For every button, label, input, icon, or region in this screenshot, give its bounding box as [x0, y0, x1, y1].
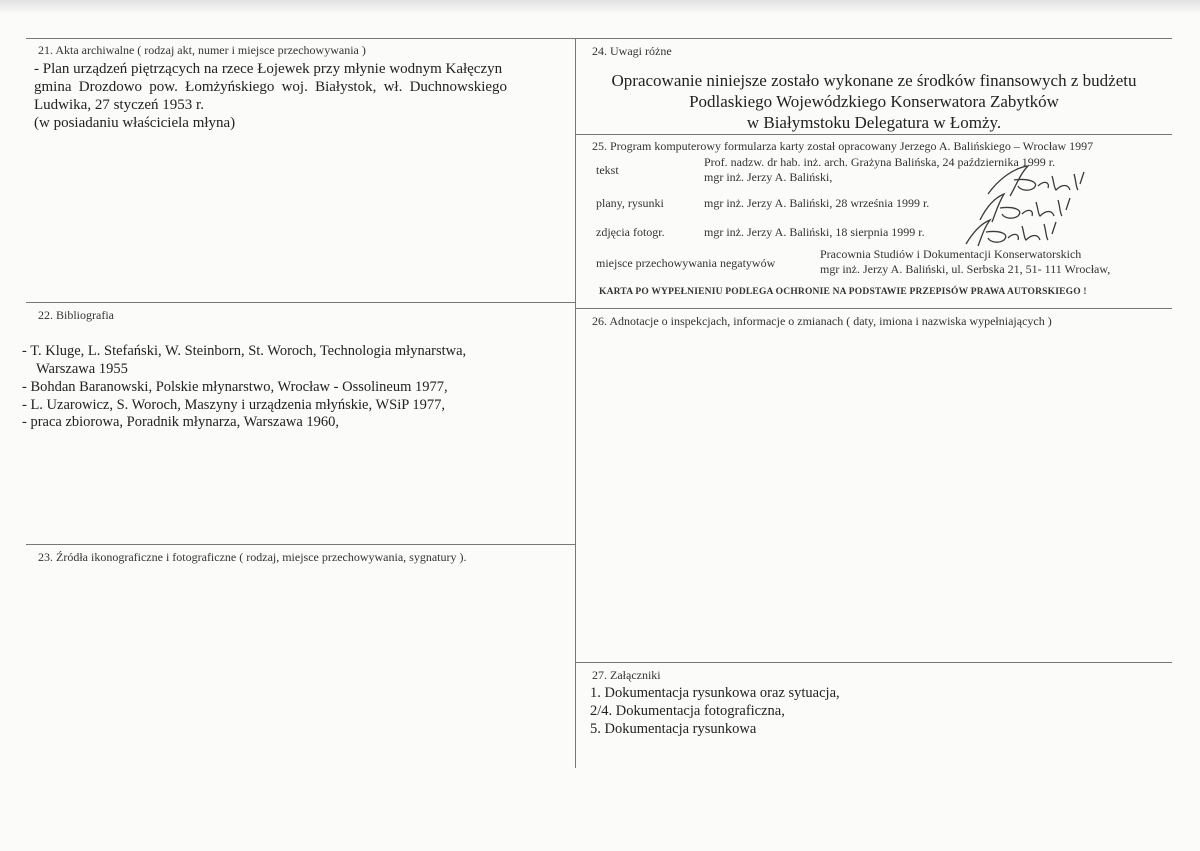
zdjecia-label: zdjęcia fotogr. — [596, 225, 665, 239]
bibliography-item-2: - Bohdan Baranowski, Polskie młynarstwo, Wrocław - Ossolineum 1977, — [22, 379, 448, 395]
section-25-label: 25. Program komputerowy formularza karty został opracowany Jerzego A. Balińskiego – Wrocław 1997 — [592, 139, 1094, 153]
frame-top-rule — [26, 38, 1172, 39]
bibliography-item-1: - T. Kluge, L. Stefański, W. Steinborn, St. Woroch, Technologia młynarstwa, — [22, 343, 467, 359]
plany-value: mgr inż. Jerzy A. Baliński, 28 września 1999 r. — [704, 196, 930, 210]
miejsce-label: miejsce przechowywania negatywów — [596, 256, 776, 270]
rule-25-26 — [575, 308, 1172, 309]
rule-21-22 — [26, 302, 575, 303]
tekst-label: tekst — [596, 163, 619, 177]
bibliography-item-1-cont: Warszawa 1955 — [36, 361, 128, 377]
attachment-item-3: 5. Dokumentacja rysunkowa — [590, 721, 757, 737]
section-21-line-1: - Plan urządzeń piętrzących na rzece Łojewek przy młynie wodnym Kałęczyn — [34, 61, 503, 77]
rule-24-25 — [575, 134, 1172, 135]
section-24-label: 24. Uwagi różne — [592, 44, 672, 58]
miejsce-value-1: Pracownia Studiów i Dokumentacji Konserwatorskich — [820, 247, 1082, 261]
column-divider — [575, 38, 576, 768]
section-21-label: 21. Akta archiwalne ( rodzaj akt, numer i miejsce przechowywania ) — [38, 43, 366, 57]
section-21-line-2: gmina Drozdowo pow. Łomżyńskiego woj. Białystok, wł. Duchnowskiego — [34, 79, 508, 95]
remarks-line-3: w Białymstoku Delegatura w Łomży. — [746, 113, 1002, 132]
remarks-line-1: Opracowanie niniejsze zostało wykonane ze środków finansowych z budżetu — [611, 71, 1137, 90]
plany-label: plany, rysunki — [596, 196, 664, 210]
section-21-line-3: Ludwika, 27 styczeń 1953 r. — [34, 97, 204, 113]
section-22-label: 22. Bibliografia — [38, 308, 114, 322]
remarks-line-2: Podlaskiego Wojewódzkiego Konserwatora Zabytków — [689, 92, 1059, 111]
rule-26-27 — [575, 662, 1172, 663]
rule-22-23 — [26, 544, 575, 545]
section-21-line-4: (w posiadaniu właściciela młyna) — [34, 115, 236, 131]
copyright-warning: KARTA PO WYPEŁNIENIU PODLEGA OCHRONIE NA PODSTAWIE PRZEPISÓW PRAWA AUTORSKIEGO ! — [599, 287, 1087, 297]
miejsce-value-2: mgr inż. Jerzy A. Baliński, ul. Serbska 21, 51- 111 Wrocław, — [820, 262, 1111, 276]
signature-3 — [952, 216, 1082, 250]
scan-top-edge — [0, 0, 1200, 14]
attachment-item-1: 1. Dokumentacja rysunkowa oraz sytuacja, — [590, 685, 840, 701]
section-27-label: 27. Załączniki — [592, 668, 661, 682]
zdjecia-value: mgr inż. Jerzy A. Baliński, 18 sierpnia 1999 r. — [704, 225, 925, 239]
bibliography-item-3: - L. Uzarowicz, S. Woroch, Maszyny i urządzenia młyńskie, WSiP 1977, — [22, 397, 445, 413]
tekst-author-1: Prof. nadzw. dr hab. inż. arch. Grażyna Balińska, 24 października 1999 r. — [704, 155, 1056, 169]
section-26-label: 26. Adnotacje o inspekcjach, informacje o zmianach ( daty, imiona i nazwiska wypełniających ) — [592, 314, 1052, 328]
bibliography-item-4: - praca zbiorowa, Poradnik młynarza, Warszawa 1960, — [22, 414, 340, 430]
attachment-item-2: 2/4. Dokumentacja fotograficzna, — [590, 703, 785, 719]
section-23-label: 23. Źródła ikonograficzne i fotograficzne ( rodzaj, miejsce przechowywania, sygnatury ). — [38, 550, 467, 564]
tekst-author-2: mgr inż. Jerzy A. Baliński, — [704, 170, 833, 184]
